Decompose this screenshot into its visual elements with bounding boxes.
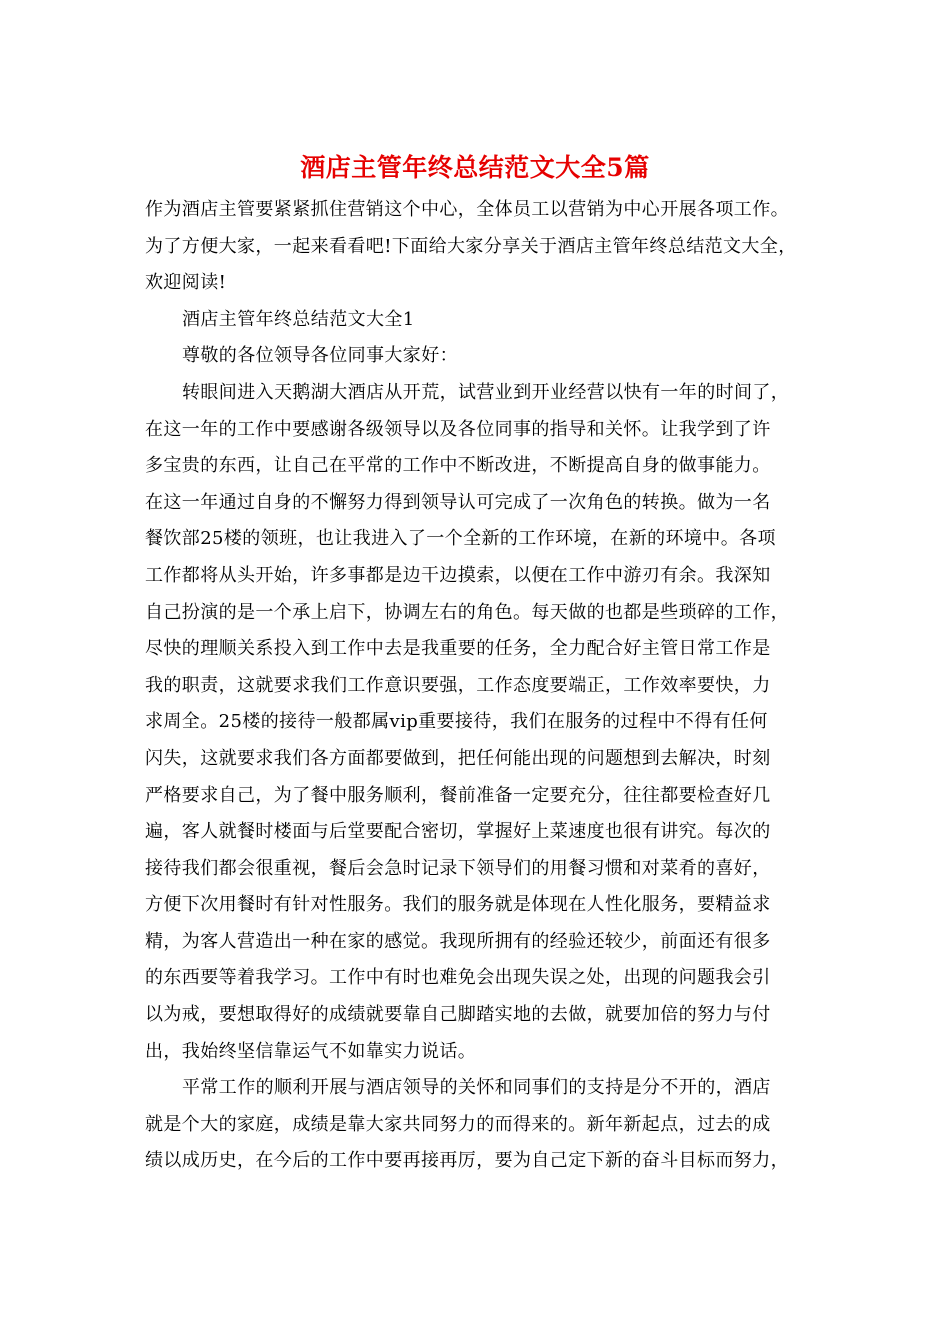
- text-line: 作为酒店主管要紧紧抓住营销这个中心，全体员工以营销为中心开展各项工作。: [145, 199, 789, 220]
- text-line: 严格要求自己，为了餐中服务顺利，餐前准备一定要充分，往往都要检查好几: [145, 784, 771, 806]
- text-line: 就是个大的家庭，成绩是靠大家共同努力的而得来的。新年新起点，过去的成: [145, 1113, 771, 1135]
- text-line: 自己扮演的是一个承上启下，协调左右的角色。每天做的也都是些琐碎的工作，: [145, 601, 789, 623]
- text-line: 在这一年通过自身的不懈努力得到领导认可完成了一次角色的转换。做为一名: [145, 491, 771, 513]
- document-title: 酒店主管年终总结范文大全5篇: [300, 153, 650, 182]
- text-line: 精，为客人营造出一种在家的感觉。我现所拥有的经验还较少，前面还有很多: [145, 930, 771, 952]
- text-line: 我的职责，这就要求我们工作意识要强，工作态度要端正，工作效率要快，力: [145, 674, 771, 696]
- text-line: 的东西要等着我学习。工作中有时也难免会出现失误之处，出现的问题我会引: [145, 967, 771, 989]
- text-line: 酒店主管年终总结范文大全1: [182, 308, 415, 330]
- text-line: 尽快的理顺关系投入到工作中去是我重要的任务，全力配合好主管日常工作是: [145, 638, 771, 660]
- text-line: 尊敬的各位领导各位同事大家好：: [182, 345, 458, 367]
- text-line: 转眼间进入天鹅湖大酒店从开荒，试营业到开业经营以快有一年的时间了，: [182, 381, 790, 403]
- text-line: 在这一年的工作中要感谢各级领导以及各位同事的指导和关怀。让我学到了许: [145, 418, 771, 440]
- text-line: 欢迎阅读!: [145, 272, 227, 294]
- text-line: 遍，客人就餐时楼面与后堂要配合密切，掌握好上菜速度也很有讲究。每次的: [145, 821, 771, 843]
- document-body: [145, 192, 815, 1180]
- text-line: 求周全。25楼的接待一般都属vip重要接待，我们在服务的过程中不得有任何: [145, 711, 768, 733]
- text-line: 工作都将从头开始，许多事都是边干边摸索，以便在工作中游刃有余。我深知: [145, 564, 771, 586]
- text-line: 绩以成历史，在今后的工作中要再接再厉，要为自己定下新的奋斗目标而努力，: [145, 1150, 789, 1172]
- text-line: 方便下次用餐时有针对性服务。我们的服务就是体现在人性化服务，要精益求: [145, 894, 771, 916]
- text-line: 以为戒，要想取得好的成绩就要靠自己脚踏实地的去做，就要加倍的努力与付: [145, 1004, 771, 1026]
- text-line: 闪失，这就要求我们各方面都要做到，把任何能出现的问题想到去解决，时刻: [145, 747, 771, 769]
- text-line: 为了方便大家，一起来看看吧!下面给大家分享关于酒店主管年终总结范文大全，: [145, 235, 797, 257]
- text-line: 平常工作的顺利开展与酒店领导的关怀和同事们的支持是分不开的，酒店: [182, 1077, 771, 1099]
- text-line: 餐饮部25楼的领班，也让我进入了一个全新的工作环境，在新的环境中。各项: [145, 528, 776, 550]
- text-line: 出，我始终坚信靠运气不如靠实力说话。: [145, 1040, 477, 1062]
- text-line: 多宝贵的东西，让自己在平常的工作中不断改进，不断提高自身的做事能力。: [145, 455, 771, 477]
- text-line: 接待我们都会很重视，餐后会急时记录下领导们的用餐习惯和对菜肴的喜好，: [145, 857, 771, 879]
